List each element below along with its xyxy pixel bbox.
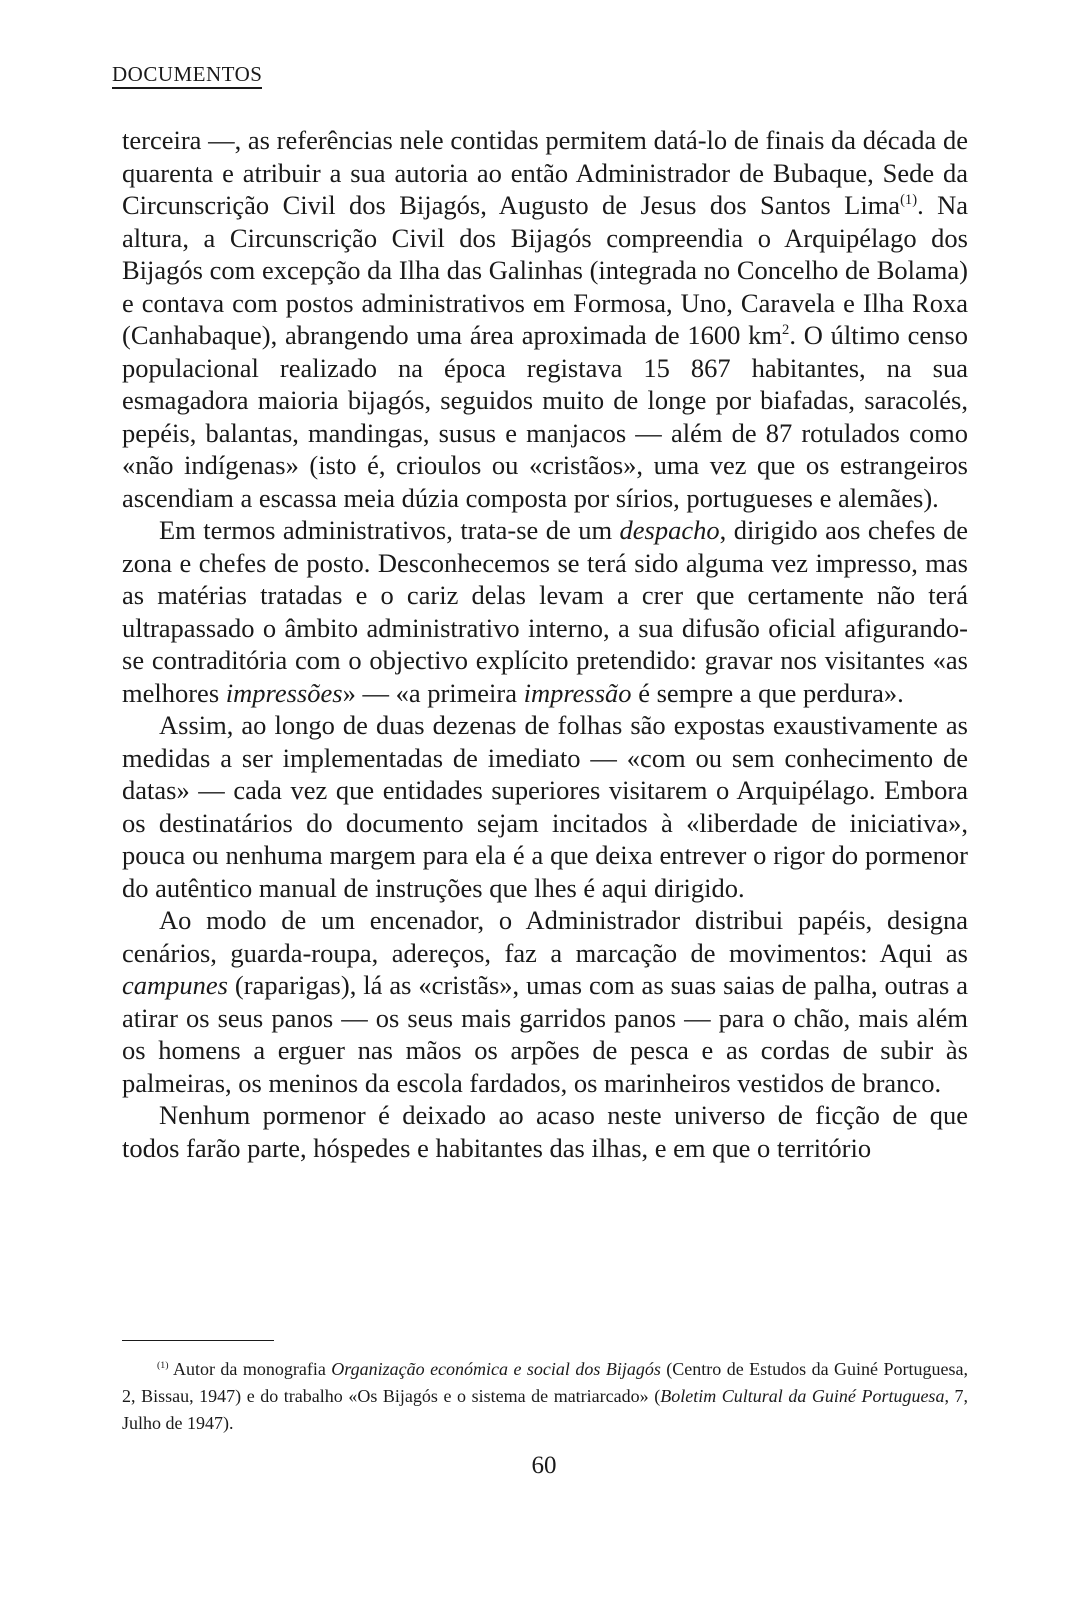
italic-text: Organização económica e social dos Bijagós	[331, 1359, 661, 1379]
note-reference: (1)	[900, 192, 918, 209]
paragraph	[122, 1099, 968, 1164]
footnote	[122, 1356, 968, 1437]
text-run: é sempre a que perdura».	[631, 677, 904, 708]
italic-text: impressões	[225, 677, 343, 708]
text-run: Autor da monografia	[168, 1359, 332, 1379]
text-run: Nenhum pormenor é deixado ao acaso neste universo de ficção de que todos farão parte, hóspedes e habitantes das ilhas, e em que o território	[122, 1100, 968, 1163]
text-run: . Na altura, a Circunscrição Civil dos Bijagós compreendia o Arquipélago dos Bijagós com excepção da Ilha das Galinhas (integrada no Concelho de Bolama) e contava com postos administrativos em Formosa, Uno, Caravela e Ilha Roxa (Canhabaque), abrangendo uma área aproximada de 1600 km	[122, 190, 969, 350]
text-run: Assim, ao longo de duas dezenas de folhas são expostas exaustivamente as medidas a ser implementadas de imediato — «com ou sem conhecimento de datas» — cada vez que entidades superiores visitarem o Arquipélago. Embora os destinatários do documento sejam incitados à «liberdade de iniciativa», pouca ou nenhuma margem para ela é a que deixa entrever o rigor do pormenor do autêntico manual de instruções que lhes é aqui dirigido.	[122, 710, 968, 903]
text-run: terceira —, as referências nele contidas permitem datá-lo de finais da década de quarenta e atribuir a sua autoria ao então Administrador de Bubaque, Sede da Circunscrição Civil dos Bijagós, Augusto de Jesus dos Santos Lima	[122, 125, 968, 220]
running-head: DOCUMENTOS	[112, 62, 262, 89]
text-run: , dirigido aos chefes de zona e chefes de posto. Desconhecemos se terá sido alguma vez impresso, mas as matérias tratadas e o cariz delas levam a crer que certamente não terá ultrapassado o âmbito administrativo interno, a sua difusão oficial afigurando-se contraditória com o objectivo explícito pretendido: gravar nos visitantes «as melhores	[122, 515, 968, 708]
text-run: » — «a primeira	[342, 677, 524, 708]
italic-text: despacho	[619, 515, 720, 545]
note-reference: 2	[782, 322, 790, 339]
paragraph	[122, 904, 968, 1099]
text-run: Em termos administrativos, trata-se de um	[159, 515, 620, 545]
paragraph	[122, 124, 968, 514]
text-run: (raparigas), lá as «cristãs», umas com as suas saias de palha, outras a atirar os seus panos — os seus mais garridos panos — para o chão, mais além os homens a erguer nas mãos os arpões de pesca e as cordas de subir às palmeiras, os meninos da escola fardados, os marinheiros vestidos de branco.	[122, 970, 968, 1098]
italic-text: Boletim Cultural da Guiné Portuguesa	[660, 1386, 945, 1406]
text-run: (Centro de Estudos da Guiné Portuguesa, 2, Bissau, 1947) e do trabalho «Os Bijagós e o sistema de matriarcado» (	[122, 1359, 968, 1406]
text-run: . O último censo populacional realizado na época registava 15 867 habitantes, na sua esmagadora maioria bijagós, seguidos muito de longe por biafadas, saracolés, pepéis, balantas, mandingas, susus e manjacos — além de 87 rotulados como «não indígenas» (isto é, crioulos ou «cristãos», uma vez que os estrangeiros ascendiam a escassa meia dúzia composta por sírios, portugueses e alemães).	[122, 320, 968, 513]
page-number: 60	[531, 1452, 557, 1479]
note-reference: (1)	[157, 1360, 169, 1371]
italic-text: campunes	[122, 970, 228, 1000]
body-text	[122, 124, 968, 1164]
paragraph	[122, 514, 968, 709]
text-run: Ao modo de um encenador, o Administrador distribui papéis, designa cenários, guarda-roupa, adereços, faz a marcação de movimentos: Aqui as	[122, 905, 968, 968]
footnote-rule	[122, 1340, 274, 1341]
paragraph	[122, 709, 968, 904]
text-run: , 7, Julho de 1947).	[122, 1386, 968, 1433]
italic-text: impressão	[523, 677, 632, 708]
